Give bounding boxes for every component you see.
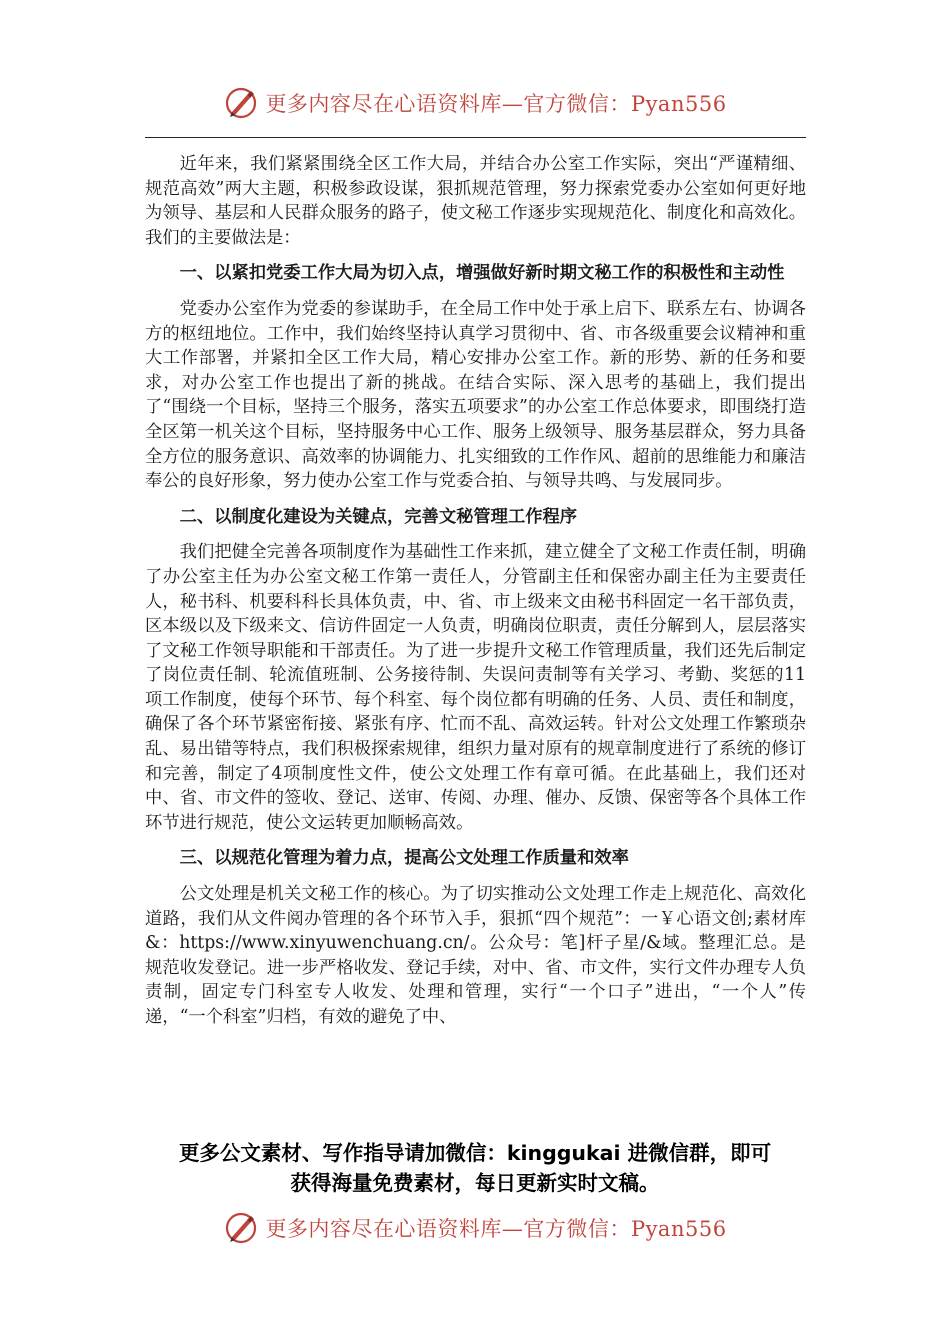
header-banner-label: 更多内容尽在心语资料库—官方微信：: [265, 92, 631, 116]
pen-logo-icon: [223, 85, 259, 121]
section-2-paragraph: 我们把健全完善各项制度作为基础性工作来抓，建立健全了文秘工作责任制，明确了办公室主任为办公室文秘工作第一责任人，分管副主任和保密办副主任为主要责任人，秘书科、机要科科长具体负责，中、省、市上级来文由秘书科固定一名干部负责，区本级以及下级来文、信访件固定一人负责，明确岗位职责，责任分解到人，层层落实了文秘工作领导职能和干部责任。为了进一步提升文秘工作管理质量，我们还先后制定了岗位责任制、轮流值班制、公务接待制、失误问责制等有关学习、考勤、奖惩的11项工作制度，使每个环节、每个科室、每个岗位都有明确的任务、人员、责任和制度，确保了各个环节紧密衔接、紧张有序、忙而不乱、高效运转。针对公文处理工作繁琐杂乱、易出错等特点，我们积极探索规律，组织力量对原有的规章制度进行了系统的修订和完善，制定了4项制度性文件，使公文处理工作有章可循。在此基础上，我们还对中、省、市文件的签收、登记、送审、传阅、办理、催办、反馈、保密等各个具体工作环节进行规范，使公文运转更加顺畅高效。: [145, 542, 806, 833]
wechat-promo-line-2: 获得海量免费素材，每日更新实时文稿。: [290, 1171, 660, 1195]
wechat-promo-line-1: 更多公文素材、写作指导请加微信：kinggukai 进微信群，即可: [178, 1141, 772, 1165]
section-1-heading: 一、以紧扣党委工作大局为切入点，增强做好新时期文秘工作的积极性和主动性: [179, 263, 785, 284]
header-divider: [145, 137, 806, 138]
footer-banner: [0, 1203, 950, 1253]
footer-wechat-id: Pyan556: [630, 1217, 727, 1241]
footer-banner-content: [223, 1210, 726, 1246]
wechat-promo: [100, 1138, 850, 1198]
footer-banner-label: 更多内容尽在心语资料库—官方微信：: [265, 1217, 631, 1241]
footer-banner-text: [265, 1213, 726, 1243]
section-3-paragraph: 公文处理是机关文秘工作的核心。为了切实推动公文处理工作走上规范化、高效化道路，我们从文件阅办管理的各个环节入手，狠抓“四个规范”：一￥心语文创;素材库&：https://www.xinyuwenchuang.cn/。公众号：笔]杆子星/&域。整理汇总。是规范收发登记。进一步严格收发、登记手续，对中、省、市文件，实行文件办理专人负责制，固定专门科室专人收发、处理和管理，实行“一个口子”进出，“一个人”传递，“一个科室”归档，有效的避免了中、: [145, 884, 806, 1027]
intro-paragraph: 近年来，我们紧紧围绕全区工作大局，并结合办公室工作实际，突出“严谨精细、规范高效”两大主题，积极参政设谋，狠抓规范管理，努力探索党委办公室如何更好地为领导、基层和人民群众服务的路子，使文秘工作逐步实现规范化、制度化和高效化。我们的主要做法是：: [145, 154, 806, 248]
pen-logo-icon: [223, 1210, 259, 1246]
header-banner-content: [223, 85, 726, 121]
section-2-heading: 二、以制度化建设为关键点，完善文秘管理工作程序: [179, 506, 578, 527]
header-banner-text: [265, 88, 726, 118]
document-body: [145, 152, 806, 1030]
section-1-paragraph: 党委办公室作为党委的参谋助手，在全局工作中处于承上启下、联系左右、协调各方的枢纽地位。工作中，我们始终坚持认真学习贯彻中、省、市各级重要会议精神和重大工作部署，并紧扣全区工作大局，精心安排办公室工作。新的形势、新的任务和要求，对办公室工作也提出了新的挑战。在结合实际、深入思考的基础上，我们提出了“围绕一个目标，坚持三个服务，落实五项要求”的办公室工作总体要求，即围绕打造全区第一机关这个目标，坚持服务中心工作、服务上级领导、服务基层群众，努力具备全方位的服务意识、高效率的协调能力、扎实细致的工作作风、超前的思维能力和廉洁奉公的良好形象，努力使办公室工作与党委合拍、与领导共鸣、与发展同步。: [145, 298, 806, 492]
header-wechat-id: Pyan556: [630, 92, 727, 116]
header-banner: [0, 78, 950, 128]
section-3-heading: 三、以规范化管理为着力点，提高公文处理工作质量和效率: [179, 848, 629, 869]
